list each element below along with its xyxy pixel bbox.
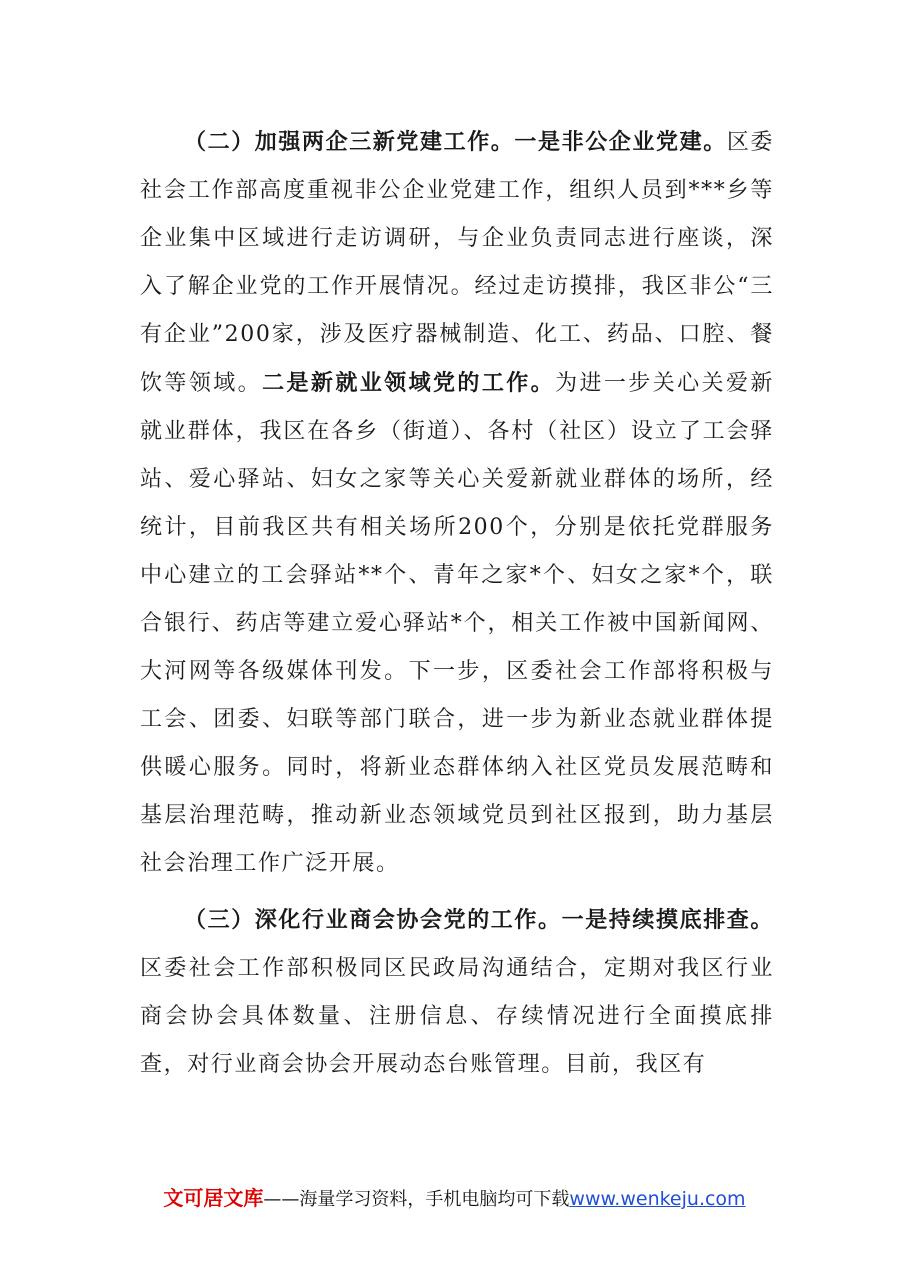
section-heading: （三）深化行业商会协会党的工作。 [184, 907, 562, 933]
paragraph-two-enterprises-three-new [140, 118, 774, 888]
subheading-non-public-enterprise: 一是非公企业党建。 [514, 129, 727, 155]
footer-brand: 文可居文库 [163, 1186, 264, 1210]
subheading-new-employment: 二是新就业领域党的工作。 [262, 370, 556, 396]
paragraph-industry-associations [140, 896, 774, 1089]
footer-slogan: ——海量学习资料，手机电脑均可下载 [263, 1189, 570, 1210]
document-body [140, 118, 774, 1089]
subheading-survey: 一是持续摸底排查。 [561, 907, 775, 933]
footer-banner [0, 1182, 909, 1211]
body-text: 区委社会工作部高度重视非公企业党建工作，组织人员到***乡等企业集中区域进行走访调研，与企业负责同志进行座谈，深入了解企业党的工作开展情况。经过走访摸排，我区非公“三有企业”200家，涉及医疗器械制造、化工、药品、口腔、餐饮等领域。 [140, 130, 775, 396]
body-text: 为进一步关心关爱新就业群体，我区在各乡（街道）、各村（社区）设立了工会驿站、爱心驿站、妇女之家等关心关爱新就业群体的场所，经统计，目前我区共有相关场所200个，分别是依托党群服务中心建立的工会驿站**个、青年之家*个、妇女之家*个，联合银行、药店等建立爱心驿站*个，相关工作被中国新闻网、大河网等各级媒体刊发。下一步，区委社会工作部将积极与工会、团委、妇联等部门联合，进一步为新业态就业群体提供暖心服务。同时，将新业态群体纳入社区党员发展范畴和基层治理范畴，推动新业态领域党员到社区报到，助力基层社会治理工作广泛开展。 [140, 371, 774, 876]
footer-website-link[interactable]: www.wenkeju.com [569, 1188, 746, 1210]
section-heading: （二）加强两企三新党建工作。 [184, 129, 515, 155]
body-text: 区委社会工作部积极同区民政局沟通结合，定期对我区行业商会协会具体数量、注册信息、存续情况进行全面摸底排查，对行业商会协会开展动态台账管理。目前，我区有 [140, 956, 774, 1077]
